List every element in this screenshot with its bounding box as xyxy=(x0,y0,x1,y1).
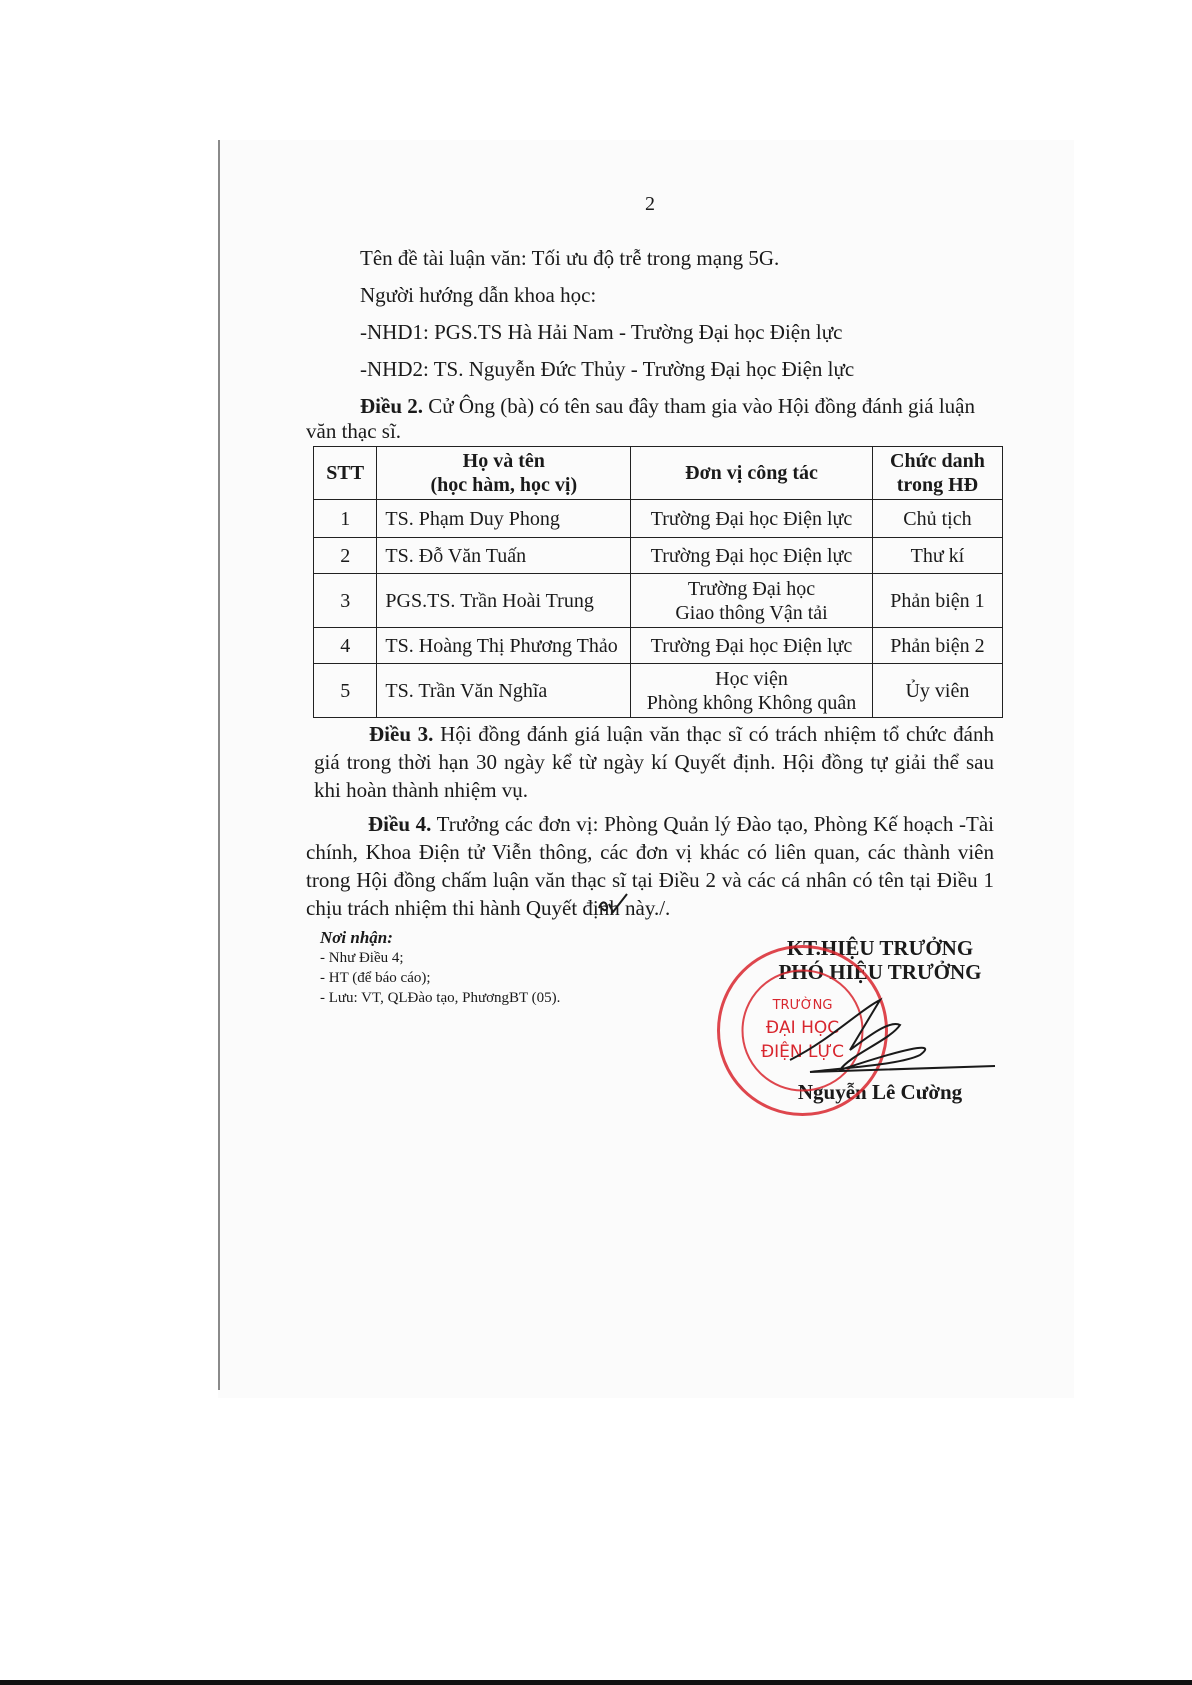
header-unit: Đơn vị công tác xyxy=(631,447,873,500)
row-unit xyxy=(631,500,873,538)
table-header-row xyxy=(314,447,1003,500)
signer-title-2: PHÓ HIỆU TRƯỞNG xyxy=(778,960,982,984)
article-2-continuation: văn thạc sĩ. xyxy=(306,419,402,443)
row-unit-line2: Phòng không Không quân xyxy=(646,691,857,714)
stamp-text-1: TRƯỜNG xyxy=(772,998,833,1013)
row-unit xyxy=(631,574,873,628)
row-name: TS. Đỗ Văn Tuấn xyxy=(377,538,631,574)
supervisor-2: -NHD2: TS. Nguyễn Đức Thủy - Trường Đại học Điện lực xyxy=(360,357,855,381)
row-stt: 1 xyxy=(314,500,377,538)
article-2 xyxy=(360,393,975,419)
supervisor-heading: Người hướng dẫn khoa học: xyxy=(360,283,597,307)
recipient-item: - Như Điều 4; xyxy=(320,950,404,966)
row-role: Chủ tịch xyxy=(872,500,1002,538)
article-4-label: Điều 4. xyxy=(368,812,432,836)
scan-bottom-edge xyxy=(0,1680,1192,1685)
row-role: Phản biện 2 xyxy=(872,628,1002,664)
row-role: Thư kí xyxy=(872,538,1002,574)
row-role: Phản biện 1 xyxy=(872,574,1002,628)
signer-title-1: KT.HIỆU TRƯỞNG xyxy=(786,936,974,960)
row-name: TS. Phạm Duy Phong xyxy=(377,500,631,538)
row-stt: 3 xyxy=(314,574,377,628)
header-role xyxy=(872,447,1002,500)
handwritten-signature xyxy=(750,980,1000,1090)
header-name-line2: (học hàm, học vị) xyxy=(430,474,578,496)
article-3-label: Điều 3. xyxy=(369,722,434,746)
page-number: 2 xyxy=(645,193,655,215)
header-stt: STT xyxy=(314,447,377,500)
article-2-label: Điều 2. xyxy=(360,394,423,418)
signer-name: Nguyễn Lê Cường xyxy=(797,1080,963,1104)
row-unit xyxy=(631,664,873,718)
stamp-text-3: ĐIỆN LỰC xyxy=(761,1042,844,1062)
article-4-text: Trưởng các đơn vị: Phòng Quản lý Đào tạo, Phòng Kế hoạch -Tài chính, Khoa Điện tử Viễn thông, các đơn vị khác có liên quan, các thành viên trong Hội đồng chấm luận văn thạc sĩ tại Điều 2 và các cá nhân có tên tại Điều 1 chịu trách nhiệm thi hành Quyết định này./. xyxy=(306,812,994,920)
row-stt: 2 xyxy=(314,538,377,574)
row-stt: 4 xyxy=(314,628,377,664)
recipients-title: Nơi nhận: xyxy=(320,928,393,947)
table-row xyxy=(314,664,1003,718)
recipients xyxy=(320,928,560,1008)
row-name: TS. Hoàng Thị Phương Thảo xyxy=(377,628,631,664)
header-role-line1: Chức danh xyxy=(890,450,985,472)
supervisor-1: -NHD1: PGS.TS Hà Hải Nam - Trường Đại học Điện lực xyxy=(360,320,843,344)
council-table xyxy=(313,446,1003,718)
recipient-item: - HT (để báo cáo); xyxy=(320,970,431,986)
article-4 xyxy=(306,810,994,922)
article-3 xyxy=(314,720,994,804)
row-stt: 5 xyxy=(314,664,377,718)
row-unit-line1: Trường Đại học Điện lực xyxy=(650,634,853,657)
article-3-text: Hội đồng đánh giá luận văn thạc sĩ có trách nhiệm tổ chức đánh giá trong thời hạn 30 ngày kể từ ngày kí Quyết định. Hội đồng tự giải thể sau khi hoàn thành nhiệm vụ. xyxy=(314,722,994,802)
header-name-line1: Họ và tên xyxy=(462,450,545,472)
thesis-title: Tên đề tài luận văn: Tối ưu độ trễ trong mạng 5G. xyxy=(360,246,780,270)
row-unit xyxy=(631,628,873,664)
row-unit-line1: Trường Đại học Điện lực xyxy=(650,544,853,567)
table-row xyxy=(314,538,1003,574)
row-unit-line1: Trường Đại học xyxy=(687,577,816,600)
row-unit-line1: Học viện xyxy=(715,667,788,690)
table-row xyxy=(314,628,1003,664)
row-name: PGS.TS. Trần Hoài Trung xyxy=(377,574,631,628)
header-role-line2: trong HĐ xyxy=(896,474,979,496)
row-role: Ủy viên xyxy=(872,664,1002,718)
row-unit xyxy=(631,538,873,574)
stamp-text-2: ĐẠI HỌC xyxy=(765,1018,840,1038)
recipient-item: - Lưu: VT, QLĐào tạo, PhươngBT (05). xyxy=(320,990,561,1006)
row-name: TS. Trần Văn Nghĩa xyxy=(377,664,631,718)
row-unit-line1: Trường Đại học Điện lực xyxy=(650,507,853,530)
header-name xyxy=(377,447,631,500)
scan-margin-line xyxy=(218,140,220,1390)
article-2-text: Cử Ông (bà) có tên sau đây tham gia vào Hội đồng đánh giá luận xyxy=(423,394,975,418)
table-row xyxy=(314,574,1003,628)
row-unit-line2: Giao thông Vận tải xyxy=(675,601,828,624)
table-row xyxy=(314,500,1003,538)
initial-mark xyxy=(595,890,635,920)
